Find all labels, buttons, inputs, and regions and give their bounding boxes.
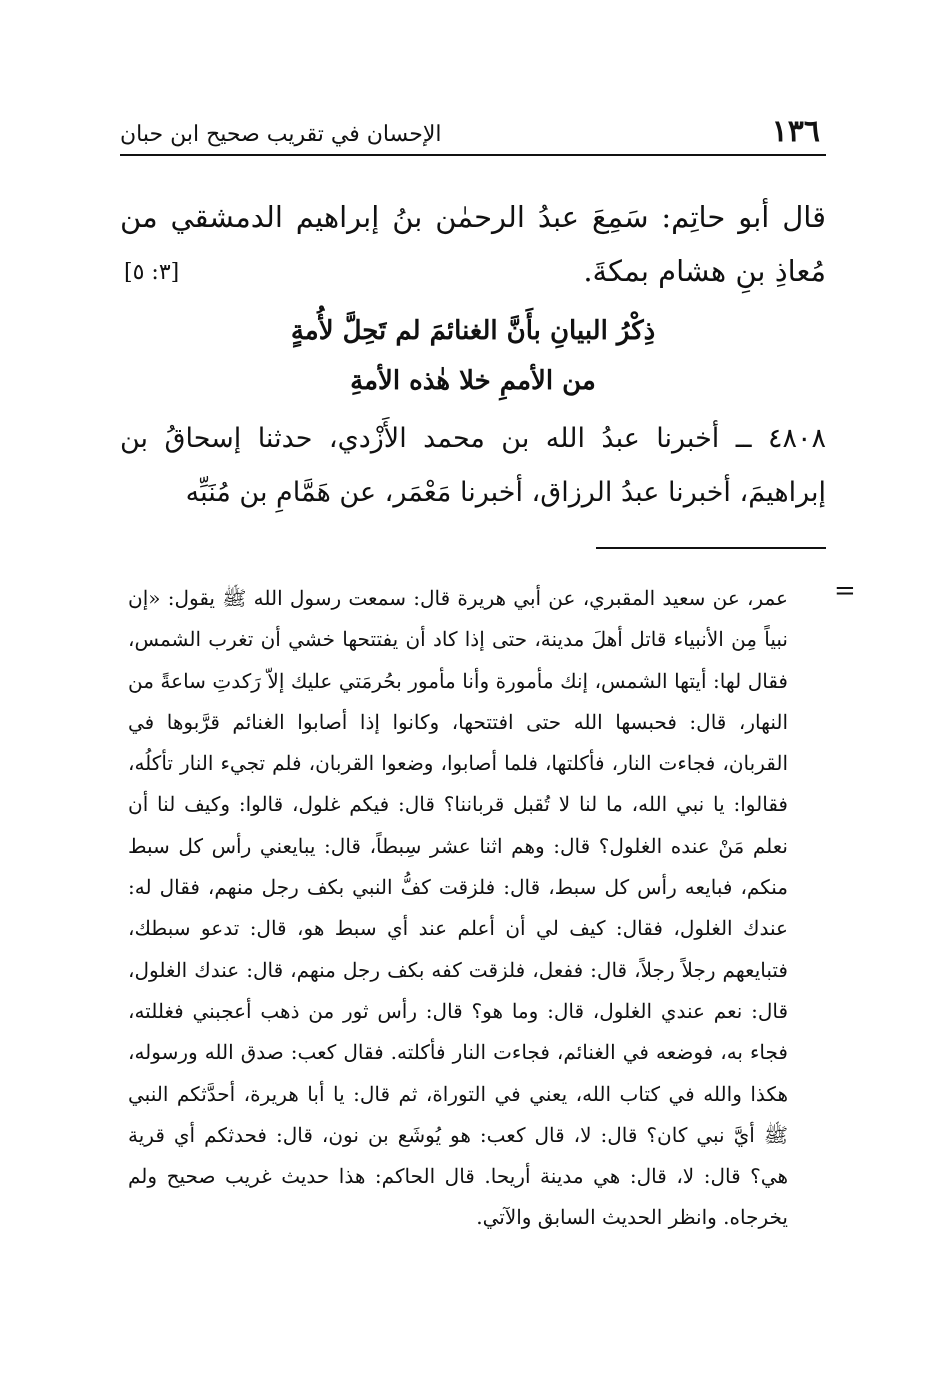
hadith-text [120,412,826,520]
page-header [120,112,826,154]
chapter-heading [120,306,826,406]
volume-reference: [٣: ٥] [124,260,180,285]
running-title: الإحسان في تقريب صحيح ابن حبان [120,122,442,147]
footnote-continuation-mark: = [834,576,856,606]
footnote-separator [596,547,826,549]
chapter-heading-line-2: من الأممِ خلا هٰذه الأمةِ [350,366,596,396]
hadith-paragraph: ٤٨٠٨ ــ أخبرنا عبدُ الله بن محمد الأَزْدي، حدثنا إسحاقُ بن إبراهيمَ، أخبرنا عبدُ الرزاق، أخبرنا مَعْمَر، عن هَمَّامِ بن مُنَبِّه [120,423,826,508]
chapter-heading-line-1: ذِكْرُ البيانِ بأَنَّ الغنائمَ لم تَحِلَّ لأُمةٍ [290,316,656,346]
footnote-paragraph: عمر، عن سعيد المقبري، عن أبي هريرة قال: سمعت رسول الله ﷺ يقول: «إن نبياً مِن الأنبياء قاتل أهلَ مدينة، حتى إذا كاد أن يفتتحها خشي أن تغرب الشمس، فقال لها: أيتها الشمس، إنك مأمورة وأنا مأمور بحُرمَتي عليك إلاّ رَكدتِ ساعةً من النهار، قال: فحبسها الله حتى افتتحها، وكانوا إذا أصابوا الغنائم قرَّبوها في القربان، فجاءت النار، فأكلتها، فلما أصابوا، وضعوا القربان، فلم تجيء النار تأكلُه، فقالوا: يا نبي الله، ما لنا لا تُقبل قرباننا؟ قال: فيكم غلول، قالوا: وكيف لنا أن نعلم مَنْ عنده الغلول؟ قال: وهم اثنا عشر سِبطاً، قال: يبايعني رأس كل سبط منكم، فبايعه رأس كل سبط، قال: فلزقت كفُّ النبي بكف رجل منهم، فقال له: عندك الغلول، فقال: كيف لي أن أعلم عند أي سبط هو، قال: تدعو سبطك، فتبايعهم رجلاً رجلاً، قال: ففعل، فلزقت كفه بكف رجل منهم، قال: عندك الغلول، قال: نعم عندي الغلول، قال: وما هو؟ قال: رأس ثور من ذهب أعجبني فغللته، فجاء به، فوضعه في الغنائم، فجاءت النار فأكلته. فقال كعب: صدق الله ورسوله، هكذا والله في كتاب الله، يعني في التوراة، ثم قال: يا أبا هريرة، أحدَّثكم النبي ﷺ أيَّ نبي كان؟ قال: لا، قال كعب: هو يُوشَع بن نون، قال: فحدثكم أي قرية هي؟ قال: لا، قال: هي مدينة أريحا. قال الحاكم: هذا حديث غريب صحيح ولم يخرجاه. وانظر الحديث السابق والآتي. [128,586,788,1230]
main-text [120,190,826,298]
page-number: ١٣٦ [771,114,820,149]
header-rule [120,154,826,156]
main-paragraph: قال أبو حاتِم: سَمِعَ عبدُ الرحمٰن بنُ إبراهيم الدمشقي من مُعاذِ بنِ هشام بمكةَ. [120,200,826,288]
footnote [128,578,788,1239]
